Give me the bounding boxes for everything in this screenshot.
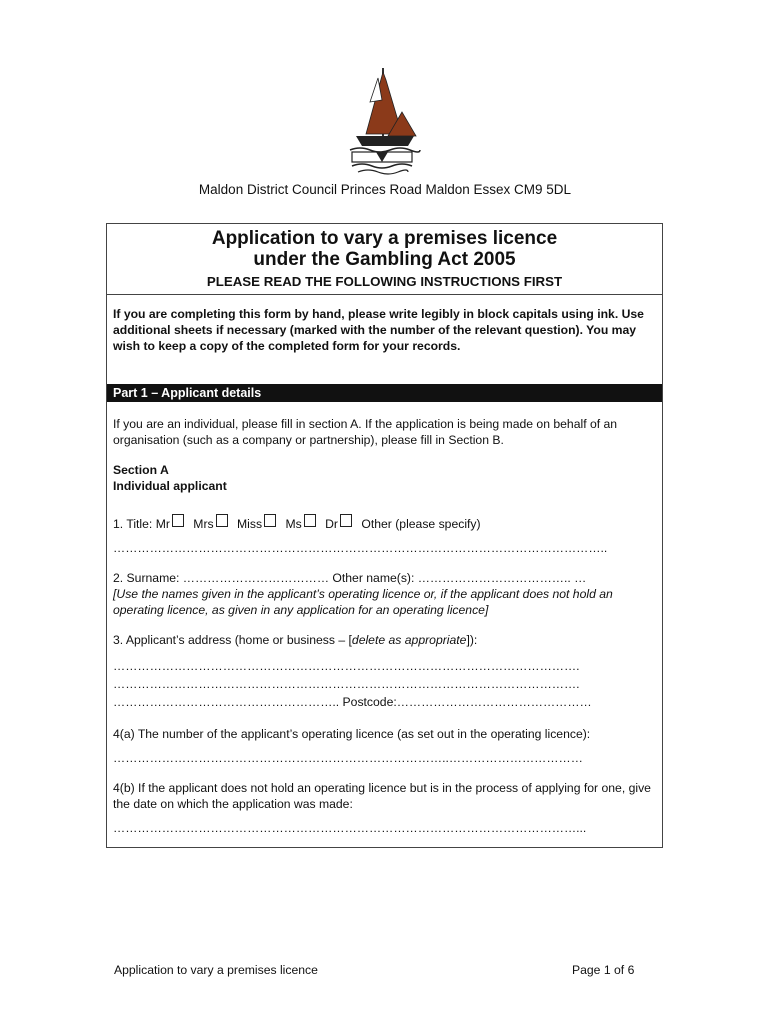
application-form [106,223,663,848]
address-line-1[interactable]: ……………………………………………………………………………………………………. [113,659,580,673]
form-title-line-2: under the Gambling Act 2005 [253,249,516,270]
surname-other-names-field[interactable]: 2. Surname: ……………………………… Other name(s): ……………………………….. … [113,571,587,585]
title-mr-label: Mr [155,517,170,531]
form-title [107,228,662,270]
footer-page-number: Page 1 of 6 [572,963,635,977]
wave-2 [352,164,412,168]
wave-1 [350,148,420,152]
q4a-label: 4(a) The number of the applicant’s operating licence (as set out in the operating licence): [113,727,591,741]
divider [107,294,662,295]
sailing-barge-crest-icon [340,64,424,176]
q3-label-start: 3. Applicant’s address (home or business – [ [113,633,352,647]
title-dr-checkbox[interactable] [340,514,352,527]
q3-label-end: ]): [466,633,478,647]
q1-label: 1. Title: [113,517,153,531]
title-mr-checkbox[interactable] [172,514,184,527]
title-dr-label: Dr [325,517,338,531]
names-note-text: Use the names given in the applicant’s operating licence or, if the applicant does not hold an operating licence, as given in any application for an operating licence [113,587,613,617]
q4b-label: 4(b) If the applicant does not hold an operating licence but is in the process of applying for one, give the date on which the application was made: [113,781,651,811]
wave-3 [358,170,408,174]
title-other-field[interactable]: ………………………………………………………………………………………………………….. [113,541,608,555]
q3-label [113,632,653,648]
application-date-field[interactable]: ……………………………………………………………………………………………………... [113,821,587,835]
section-a-subtitle: Individual applicant [113,479,227,493]
instructions-text: If you are completing this form by hand, please write legibly in block capitals using ink. Use additional sheets if necessary (marked with the number of the relevant question). You may wish to keep a copy of the completed form for your records. [113,307,644,353]
part-1-intro: If you are an individual, please fill in section A. If the application is being made on behalf of an organisation (such as a company or partnership), please fill in Section B. [113,417,618,447]
q3-label-italic: delete as appropriate [351,633,467,647]
title-mrs-label: Mrs [193,517,214,531]
address-line-2[interactable]: ……………………………………………………………………………………………………. [113,677,580,691]
part-1-heading: Part 1 – Applicant details [107,384,662,402]
footer-document-title: Application to vary a premises licence [114,963,318,977]
title-ms-label: Ms [285,517,302,531]
title-miss-checkbox[interactable] [264,514,276,527]
title-mrs-checkbox[interactable] [216,514,228,527]
title-miss-label: Miss [237,517,263,531]
title-ms-checkbox[interactable] [304,514,316,527]
council-address: Maldon District Council Princes Road Maldon Essex CM9 5DL [198,182,572,197]
section-a-label: Section A [113,463,169,477]
address-postcode-line[interactable]: ……………………………………………….. Postcode:………………………………………… [113,695,592,709]
form-title-line-1: Application to vary a premises licence [211,228,558,249]
names-note: [Use the names given in the applicant’s operating licence or, if the applicant does not hold an operating licence, as given in any application for an operating licence] [113,587,613,617]
instructions-heading: PLEASE READ THE FOLLOWING INSTRUCTIONS FIRST [206,274,563,289]
hull [356,136,414,146]
q1-title-row [113,514,653,532]
operating-licence-number-field[interactable]: ………………………………………………………………………..…………………………… [113,751,583,765]
title-other-label: Other (please specify) [361,517,481,531]
